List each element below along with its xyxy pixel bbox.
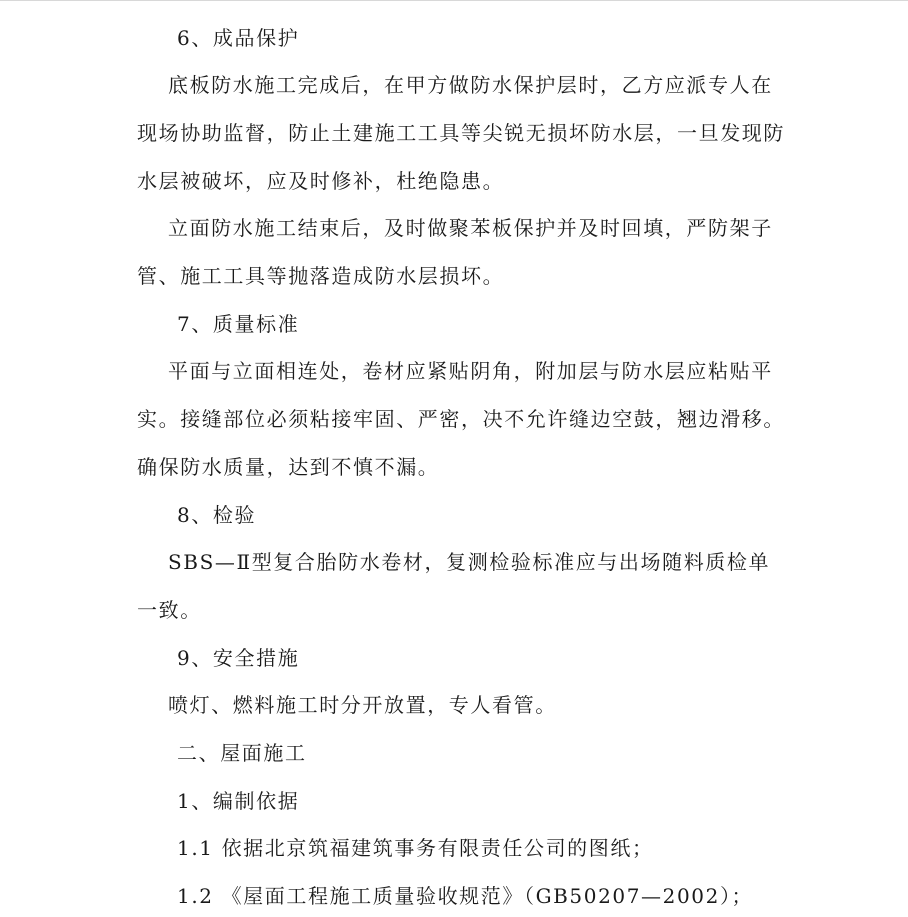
paragraph-line: 平面与立面相连处，卷材应紧贴阴角，附加层与防水层应粘贴平: [168, 359, 773, 383]
paragraph-line: 确保防水质量，达到不慎不漏。: [137, 455, 440, 479]
heading-finished-product-protection: 6、成品保护: [177, 26, 300, 50]
paragraph-line: 一致。: [137, 598, 202, 622]
heading-basis-of-preparation: 1、编制依据: [177, 789, 300, 813]
heading-inspection: 8、检验: [177, 503, 257, 527]
heading-quality-standard: 7、质量标准: [177, 312, 300, 336]
paragraph-line: 水层被破坏，应及时修补，杜绝隐患。: [137, 169, 505, 193]
heading-safety-measures: 9、安全措施: [177, 646, 300, 670]
paragraph-line: 管、施工工具等抛落造成防水层损坏。: [137, 264, 505, 288]
paragraph-line: 喷灯、燃料施工时分开放置，专人看管。: [168, 693, 557, 717]
paragraph-line: 实。接缝部位必须粘接牢固、严密，决不允许缝边空鼓，翘边滑移。: [137, 407, 785, 431]
list-item-1-2: 1.2 《屋面工程施工质量验收规范》（GB50207—2002）；: [177, 884, 754, 908]
paragraph-line: 立面防水施工结束后，及时做聚苯板保护并及时回填，严防架子: [168, 216, 773, 240]
heading-roof-construction: 二、屋面施工: [177, 741, 307, 765]
paragraph-line: 底板防水施工完成后，在甲方做防水保护层时，乙方应派专人在: [168, 73, 773, 97]
list-item-1-1: 1.1 依据北京筑福建筑事务有限责任公司的图纸；: [177, 836, 654, 860]
paragraph-line: SBS—Ⅱ型复合胎防水卷材，复测检验标准应与出场随料质检单: [168, 550, 771, 574]
paragraph-line: 现场协助监督，防止土建施工工具等尖锐无损坏防水层，一旦发现防: [137, 121, 785, 145]
